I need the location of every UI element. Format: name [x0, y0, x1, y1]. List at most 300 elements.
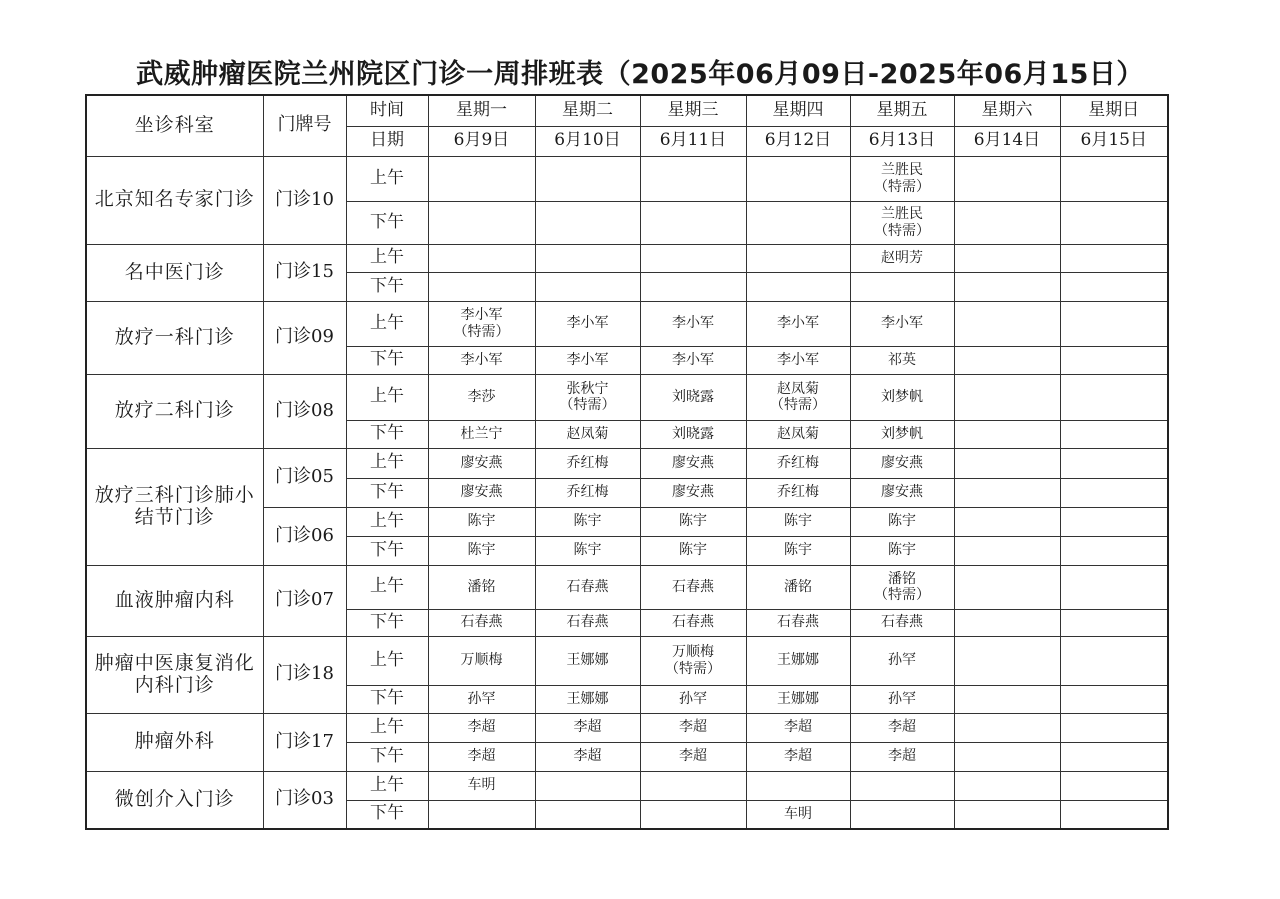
doctor-cell — [746, 771, 850, 800]
schedule-row — [86, 301, 1168, 346]
cell-line: 李小军 — [460, 307, 503, 324]
schedule-row — [86, 565, 1168, 609]
cell-line: 石春燕 — [566, 578, 609, 595]
doctor-cell — [428, 420, 535, 448]
cell-line: 石春燕 — [566, 614, 609, 631]
date-cell: 6月15日 — [1060, 126, 1168, 156]
period-label: 下午 — [346, 346, 428, 374]
cell-line: 李小军 — [881, 315, 923, 332]
cell-line: 李超 — [679, 719, 707, 736]
cell-line: 李小军 — [777, 351, 819, 368]
doctor-cell — [746, 478, 850, 507]
doctor-cell — [954, 742, 1060, 771]
weekday-header: 星期四 — [746, 95, 850, 126]
doctor-cell — [640, 448, 746, 478]
cell-line: 潘铭 — [888, 570, 916, 587]
doctor-cell — [428, 771, 535, 800]
cell-line: 名中医门诊 — [124, 260, 225, 283]
doctor-cell — [746, 272, 850, 301]
room-number: 门诊17 — [263, 713, 346, 771]
doctor-cell — [954, 420, 1060, 448]
cell-line: 孙罕 — [679, 690, 707, 707]
doctor-cell — [850, 771, 954, 800]
cell-line: 陈宇 — [467, 542, 496, 559]
period-label: 上午 — [346, 771, 428, 800]
cell-line: 祁英 — [888, 351, 916, 368]
doctor-cell — [850, 507, 954, 536]
period-label: 上午 — [346, 448, 428, 478]
doctor-cell — [850, 478, 954, 507]
weekday-header: 星期三 — [640, 95, 746, 126]
cell-line: 万顺梅 — [460, 652, 503, 669]
doctor-cell — [535, 272, 640, 301]
cell-line: （特需） — [874, 178, 930, 195]
cell-line: 李小军 — [672, 315, 714, 332]
doctor-cell — [746, 536, 850, 565]
doctor-cell — [535, 244, 640, 272]
doctor-cell — [954, 536, 1060, 565]
doctor-cell — [954, 636, 1060, 685]
cell-line: 李超 — [573, 748, 602, 765]
doctor-cell — [1060, 685, 1168, 713]
period-label: 上午 — [346, 507, 428, 536]
doctor-cell — [850, 244, 954, 272]
room-number: 门诊07 — [263, 565, 346, 636]
doctor-cell — [535, 771, 640, 800]
cell-line: 李小军 — [460, 351, 503, 368]
cell-line: 放疗三科门诊 — [94, 483, 215, 506]
cell-line: 陈宇 — [888, 542, 916, 559]
date-cell: 6月10日 — [535, 126, 640, 156]
date-cell: 6月9日 — [428, 126, 535, 156]
doctor-cell — [428, 565, 535, 609]
schedule-row — [86, 636, 1168, 685]
doctor-cell — [535, 420, 640, 448]
doctor-cell — [640, 713, 746, 742]
doctor-cell — [535, 301, 640, 346]
cell-line: 车明 — [784, 806, 812, 823]
period-label: 下午 — [346, 478, 428, 507]
doctor-cell — [428, 713, 535, 742]
period-label: 下午 — [346, 536, 428, 565]
cell-line: 廖安燕 — [881, 454, 923, 471]
cell-line: 李超 — [573, 719, 602, 736]
cell-line: 廖安燕 — [881, 484, 923, 501]
doctor-cell — [535, 636, 640, 685]
doctor-cell — [640, 800, 746, 829]
doctor-cell — [640, 478, 746, 507]
room-number: 门诊03 — [263, 771, 346, 829]
doctor-cell — [850, 201, 954, 244]
doctor-cell — [954, 507, 1060, 536]
cell-line: 赵明芳 — [881, 249, 923, 266]
period-label: 上午 — [346, 244, 428, 272]
cell-line: 乔红梅 — [777, 484, 819, 501]
cell-line: 万顺梅 — [672, 644, 714, 661]
department-name — [86, 771, 263, 829]
department-name — [86, 156, 263, 244]
doctor-cell — [1060, 301, 1168, 346]
doctor-cell — [1060, 374, 1168, 420]
cell-line: 李超 — [888, 748, 916, 765]
schedule-row — [86, 156, 1168, 201]
doctor-cell — [428, 244, 535, 272]
doctor-cell — [850, 713, 954, 742]
department-name — [86, 565, 263, 636]
doctor-cell — [428, 685, 535, 713]
doctor-cell — [640, 507, 746, 536]
doctor-cell — [640, 201, 746, 244]
doctor-cell — [428, 609, 535, 636]
doctor-cell — [954, 685, 1060, 713]
cell-line: 肿瘤外科 — [134, 730, 215, 753]
doctor-cell — [428, 636, 535, 685]
doctor-cell — [1060, 201, 1168, 244]
period-label: 上午 — [346, 713, 428, 742]
doctor-cell — [535, 742, 640, 771]
cell-line: 廖安燕 — [672, 454, 714, 471]
doctor-cell — [428, 374, 535, 420]
doctor-cell — [850, 536, 954, 565]
time-header: 时间 — [346, 95, 428, 126]
doctor-cell — [1060, 156, 1168, 201]
cell-line: （特需） — [874, 222, 930, 239]
doctor-cell — [850, 156, 954, 201]
doctor-cell — [850, 374, 954, 420]
cell-line: 陈宇 — [467, 513, 496, 530]
room-header: 门牌号 — [263, 95, 346, 156]
cell-line: 石春燕 — [672, 614, 714, 631]
doctor-cell — [954, 448, 1060, 478]
cell-line: 孙罕 — [888, 690, 916, 707]
doctor-cell — [746, 800, 850, 829]
doctor-cell — [954, 565, 1060, 609]
cell-line: 放疗一科门诊 — [114, 325, 235, 348]
schedule-row — [86, 713, 1168, 742]
doctor-cell — [640, 771, 746, 800]
schedule-row — [86, 771, 1168, 800]
cell-line: 放疗二科门诊 — [114, 399, 235, 422]
doctor-cell — [1060, 565, 1168, 609]
weekday-header: 星期六 — [954, 95, 1060, 126]
cell-line: 李小军 — [777, 315, 819, 332]
date-cell: 6月14日 — [954, 126, 1060, 156]
cell-line: 李小军 — [566, 351, 609, 368]
schedule-row — [86, 448, 1168, 478]
doctor-cell — [850, 800, 954, 829]
doctor-cell — [535, 536, 640, 565]
doctor-cell — [850, 685, 954, 713]
doctor-cell — [954, 201, 1060, 244]
doctor-cell — [535, 346, 640, 374]
cell-line: （特需） — [665, 660, 721, 677]
date-cell: 6月11日 — [640, 126, 746, 156]
cell-line: 王娜娜 — [777, 690, 819, 707]
period-label: 上午 — [346, 156, 428, 201]
doctor-cell — [954, 713, 1060, 742]
cell-line: 肺小结节门诊 — [134, 483, 255, 528]
doctor-cell — [428, 201, 535, 244]
cell-line: （特需） — [453, 323, 510, 340]
doctor-cell — [850, 565, 954, 609]
period-label: 下午 — [346, 609, 428, 636]
doctor-cell — [428, 301, 535, 346]
period-label: 下午 — [346, 420, 428, 448]
cell-line: 石春燕 — [672, 578, 714, 595]
doctor-cell — [954, 244, 1060, 272]
doctor-cell — [1060, 771, 1168, 800]
doctor-cell — [746, 685, 850, 713]
doctor-cell — [746, 156, 850, 201]
doctor-cell — [850, 448, 954, 478]
cell-line: 兰胜民 — [881, 162, 923, 179]
doctor-cell — [1060, 346, 1168, 374]
cell-line: 李超 — [784, 719, 812, 736]
doctor-cell — [428, 742, 535, 771]
date-cell: 6月12日 — [746, 126, 850, 156]
department-name — [86, 374, 263, 448]
cell-line: 北京知名专家门诊 — [94, 188, 255, 211]
doctor-cell — [428, 156, 535, 201]
doctor-cell — [746, 448, 850, 478]
doctor-cell — [535, 478, 640, 507]
doctor-cell — [954, 609, 1060, 636]
period-label: 上午 — [346, 374, 428, 420]
period-label: 下午 — [346, 685, 428, 713]
cell-line: 血液肿瘤内科 — [114, 588, 235, 611]
doctor-cell — [746, 346, 850, 374]
period-label: 上午 — [346, 301, 428, 346]
period-label: 下午 — [346, 201, 428, 244]
cell-line: 陈宇 — [679, 542, 707, 559]
cell-line: 石春燕 — [881, 614, 923, 631]
cell-line: 赵凤菊 — [777, 425, 819, 442]
cell-line: 孙罕 — [888, 652, 916, 669]
cell-line: 张秋宁 — [566, 380, 609, 397]
doctor-cell — [850, 346, 954, 374]
cell-line: 乔红梅 — [566, 484, 609, 501]
cell-line: 赵凤菊 — [777, 380, 819, 397]
department-name — [86, 636, 263, 713]
cell-line: 王娜娜 — [566, 690, 609, 707]
room-number: 门诊10 — [263, 156, 346, 244]
page-title: 武威肿瘤医院兰州院区门诊一周排班表（2025年06月09日-2025年06月15日） — [136, 59, 1144, 90]
doctor-cell — [954, 478, 1060, 507]
doctor-cell — [850, 301, 954, 346]
cell-line: 刘梦帆 — [881, 425, 923, 442]
cell-line: 陈宇 — [679, 513, 707, 530]
doctor-cell — [1060, 742, 1168, 771]
doctor-cell — [535, 713, 640, 742]
doctor-cell — [640, 272, 746, 301]
cell-line: 廖安燕 — [460, 454, 503, 471]
department-name — [86, 244, 263, 301]
doctor-cell — [640, 636, 746, 685]
cell-line: 李小军 — [566, 315, 609, 332]
department-name — [86, 301, 263, 374]
doctor-cell — [1060, 713, 1168, 742]
cell-line: 王娜娜 — [777, 652, 819, 669]
cell-line: 石春燕 — [777, 614, 819, 631]
room-number: 门诊05 — [263, 448, 346, 507]
cell-line: 李超 — [467, 748, 496, 765]
doctor-cell — [746, 374, 850, 420]
period-label: 下午 — [346, 742, 428, 771]
cell-line: 潘铭 — [784, 578, 812, 595]
doctor-cell — [640, 346, 746, 374]
weekday-header: 星期五 — [850, 95, 954, 126]
doctor-cell — [428, 536, 535, 565]
doctor-cell — [1060, 507, 1168, 536]
cell-line: 李莎 — [467, 388, 496, 405]
doctor-cell — [746, 507, 850, 536]
doctor-cell — [850, 272, 954, 301]
cell-line: 兰胜民 — [881, 206, 923, 223]
date-cell: 6月13日 — [850, 126, 954, 156]
doctor-cell — [428, 478, 535, 507]
doctor-cell — [850, 609, 954, 636]
cell-line: 刘晓露 — [672, 425, 714, 442]
cell-line: 王娜娜 — [566, 652, 609, 669]
cell-line: 刘梦帆 — [881, 388, 923, 405]
doctor-cell — [640, 374, 746, 420]
period-label: 下午 — [346, 800, 428, 829]
doctor-cell — [954, 272, 1060, 301]
doctor-cell — [640, 420, 746, 448]
doctor-cell — [1060, 636, 1168, 685]
weekday-header: 星期一 — [428, 95, 535, 126]
doctor-cell — [640, 742, 746, 771]
period-label: 上午 — [346, 565, 428, 609]
cell-line: 刘晓露 — [672, 388, 714, 405]
doctor-cell — [1060, 244, 1168, 272]
cell-line: （特需） — [874, 587, 930, 603]
doctor-cell — [1060, 420, 1168, 448]
cell-line: 李小军 — [672, 351, 714, 368]
schedule-row — [86, 244, 1168, 272]
period-label: 下午 — [346, 272, 428, 301]
doctor-cell — [746, 201, 850, 244]
doctor-cell — [535, 448, 640, 478]
cell-line: 石春燕 — [460, 614, 503, 631]
cell-line: 陈宇 — [784, 542, 812, 559]
doctor-cell — [746, 609, 850, 636]
doctor-cell — [535, 565, 640, 609]
room-number: 门诊18 — [263, 636, 346, 713]
doctor-cell — [428, 507, 535, 536]
doctor-cell — [1060, 478, 1168, 507]
cell-line: 陈宇 — [784, 513, 812, 530]
doctor-cell — [1060, 272, 1168, 301]
doctor-cell — [954, 346, 1060, 374]
doctor-cell — [535, 156, 640, 201]
doctor-cell — [535, 201, 640, 244]
doctor-cell — [850, 742, 954, 771]
cell-line: 廖安燕 — [672, 484, 714, 501]
cell-line: 杜兰宁 — [460, 425, 503, 442]
doctor-cell — [746, 301, 850, 346]
department-name — [86, 713, 263, 771]
doctor-cell — [640, 244, 746, 272]
doctor-cell — [535, 609, 640, 636]
doctor-cell — [954, 771, 1060, 800]
cell-line: 潘铭 — [467, 578, 496, 595]
period-label: 上午 — [346, 636, 428, 685]
doctor-cell — [640, 301, 746, 346]
dept-header: 坐诊科室 — [86, 95, 263, 156]
cell-line: 微创介入门诊 — [114, 787, 235, 810]
room-number: 门诊08 — [263, 374, 346, 448]
cell-line: 消化内科门诊 — [134, 651, 255, 696]
doctor-cell — [954, 301, 1060, 346]
doctor-cell — [1060, 609, 1168, 636]
cell-line: 赵凤菊 — [566, 425, 609, 442]
department-name — [86, 448, 263, 565]
cell-line: （特需） — [559, 397, 616, 413]
doctor-cell — [746, 565, 850, 609]
doctor-cell — [746, 636, 850, 685]
doctor-cell — [428, 346, 535, 374]
room-number: 门诊06 — [263, 507, 346, 565]
cell-line: 陈宇 — [888, 513, 916, 530]
doctor-cell — [640, 536, 746, 565]
doctor-cell — [954, 374, 1060, 420]
schedule-table — [85, 94, 1169, 830]
doctor-cell — [746, 420, 850, 448]
doctor-cell — [640, 685, 746, 713]
doctor-cell — [1060, 536, 1168, 565]
doctor-cell — [640, 609, 746, 636]
cell-line: 李超 — [679, 748, 707, 765]
doctor-cell — [850, 636, 954, 685]
cell-line: 陈宇 — [573, 513, 602, 530]
doctor-cell — [640, 156, 746, 201]
doctor-cell — [746, 713, 850, 742]
cell-line: 肿瘤中医康复 — [94, 651, 215, 674]
doctor-cell — [1060, 800, 1168, 829]
cell-line: 廖安燕 — [460, 484, 503, 501]
cell-line: 李超 — [467, 719, 496, 736]
doctor-cell — [535, 800, 640, 829]
doctor-cell — [535, 374, 640, 420]
weekday-header: 星期二 — [535, 95, 640, 126]
doctor-cell — [535, 507, 640, 536]
weekday-header: 星期日 — [1060, 95, 1168, 126]
cell-line: 李超 — [784, 748, 812, 765]
cell-line: 孙罕 — [467, 690, 496, 707]
doctor-cell — [640, 565, 746, 609]
doctor-cell — [746, 742, 850, 771]
cell-line: （特需） — [770, 397, 826, 413]
doctor-cell — [428, 800, 535, 829]
date-header: 日期 — [346, 126, 428, 156]
cell-line: 乔红梅 — [777, 454, 819, 471]
cell-line: 李超 — [888, 719, 916, 736]
doctor-cell — [954, 156, 1060, 201]
header-row-weekdays — [86, 95, 1168, 126]
doctor-cell — [428, 272, 535, 301]
cell-line: 乔红梅 — [566, 454, 609, 471]
doctor-cell — [850, 420, 954, 448]
doctor-cell — [428, 448, 535, 478]
room-number: 门诊09 — [263, 301, 346, 374]
schedule-row — [86, 374, 1168, 420]
doctor-cell — [954, 800, 1060, 829]
cell-line: 陈宇 — [573, 542, 602, 559]
room-number: 门诊15 — [263, 244, 346, 301]
doctor-cell — [1060, 448, 1168, 478]
doctor-cell — [746, 244, 850, 272]
